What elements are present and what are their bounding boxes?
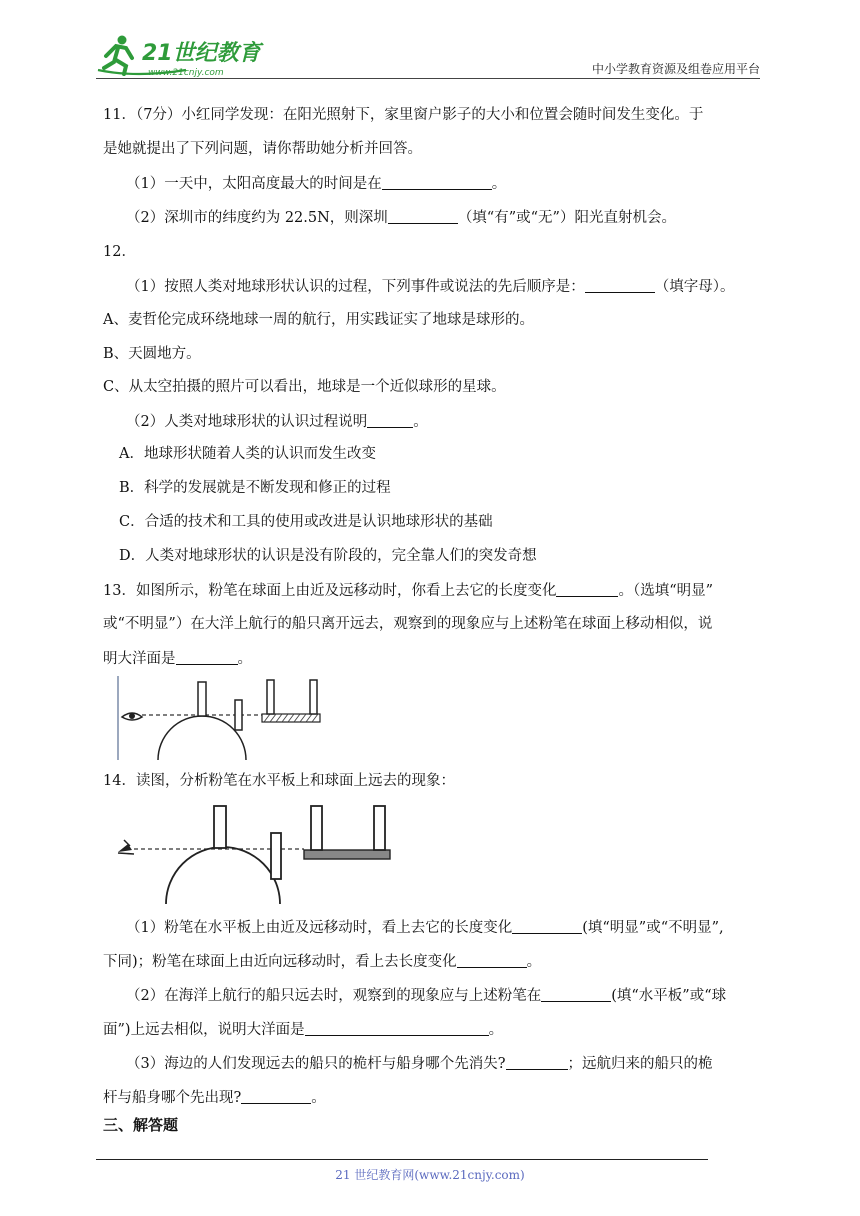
answer-blank[interactable]: [176, 648, 238, 665]
answer-blank[interactable]: [506, 1053, 568, 1070]
answer-blank[interactable]: [457, 951, 527, 968]
q11-line-2: 是她就提出了下列问题，请你帮助她分析并回答。: [103, 141, 422, 157]
q14-sub-1-line-2: 下同)；粉笔在球面上由近向远移动时，看上去长度变化 。: [103, 951, 541, 972]
q14-chalk-figure: [114, 800, 394, 904]
q11-line-1: 11．（7分）小红同学发现：在阳光照射下，家里窗户影子的大小和位置会随时间发生变化。于: [103, 107, 704, 123]
q12-option-b: B、天圆地方。: [103, 346, 201, 362]
svg-text:21世纪教育: 21世纪教育: [142, 41, 261, 66]
answer-blank[interactable]: [388, 207, 458, 224]
page-header: [96, 30, 760, 82]
q11-sub-1: （1）一天中，太阳高度最大的时间是在 。: [126, 173, 506, 194]
q12-number: 12．: [103, 244, 136, 260]
q12-choice-d: D．人类对地球形状的认识是没有阶段的，完全靠人们的突发奇想: [119, 548, 537, 564]
q13-line-1: 13．如图所示，粉笔在球面上由近及远移动时，你看上去它的长度变化 。（选填“明显”: [103, 580, 713, 601]
answer-blank[interactable]: [305, 1019, 489, 1036]
q14-sub-1-line-1: （1）粉笔在水平板上由近及远移动时，看上去它的长度变化 (填“明显”或“不明显”,: [126, 917, 724, 938]
page-footer[interactable]: 21 世纪教育网(www.21cnjy.com): [335, 1168, 525, 1182]
footer-rule: [96, 1159, 708, 1160]
q12-choice-c: C．合适的技术和工具的使用或改进是认识地球形状的基础: [119, 514, 493, 530]
logo-21cnjy: [96, 30, 266, 80]
q11-sub-2: （2）深圳市的纬度约为 22.5N，则深圳 （填“有”或“无”）阳光直射机会。: [126, 207, 676, 228]
answer-blank[interactable]: [556, 580, 618, 597]
q12-choice-b: B．科学的发展就是不断发现和修正的过程: [119, 480, 391, 496]
q14-line-1: 14．读图，分析粉笔在水平板上和球面上远去的现象：: [103, 773, 455, 789]
answer-blank[interactable]: [241, 1087, 311, 1104]
q14-sub-3-line-2: 杆与船身哪个先出现? 。: [103, 1087, 326, 1108]
answer-blank[interactable]: [367, 411, 413, 428]
q12-option-a: A、麦哲伦完成环绕地球一周的航行，用实践证实了地球是球形的。: [103, 312, 534, 328]
q14-sub-3-line-1: （3）海边的人们发现远去的船只的桅杆与船身哪个先消失? ；远航归来的船只的桅: [126, 1053, 713, 1074]
svg-text:www.21cnjy.com: www.21cnjy.com: [148, 68, 224, 78]
q14-sub-2-line-2: 面”)上远去相似，说明大洋面是 。: [103, 1019, 503, 1040]
header-rule: [96, 78, 760, 79]
q13-chalk-figure: [114, 676, 328, 760]
q12-option-c: C、从太空拍摄的照片可以看出，地球是一个近似球形的星球。: [103, 379, 506, 395]
header-platform-name: 中小学教育资源及组卷应用平台: [591, 62, 760, 76]
answer-blank[interactable]: [512, 917, 582, 934]
answer-blank[interactable]: [585, 276, 655, 293]
q13-line-3: 明大洋面是 。: [103, 648, 252, 669]
answer-blank[interactable]: [382, 173, 492, 190]
q13-line-2: 或“不明显”）在大洋上航行的船只离开远去，观察到的现象应与上述粉笔在球面上移动相似，说: [103, 616, 713, 632]
q14-sub-2-line-1: （2）在海洋上航行的船只远去时，观察到的现象应与上述粉笔在 (填“水平板”或“球: [126, 985, 726, 1006]
q12-choice-a: A．地球形状随着人类的认识而发生改变: [119, 446, 376, 462]
answer-blank[interactable]: [541, 985, 611, 1002]
section-3-title: 三、解答题: [103, 1116, 179, 1134]
q12-sub-2: （2）人类对地球形状的认识过程说明 。: [126, 411, 428, 432]
q12-sub-1: （1）按照人类对地球形状认识的过程，下列事件或说法的先后顺序是： （填字母）。: [126, 276, 734, 297]
